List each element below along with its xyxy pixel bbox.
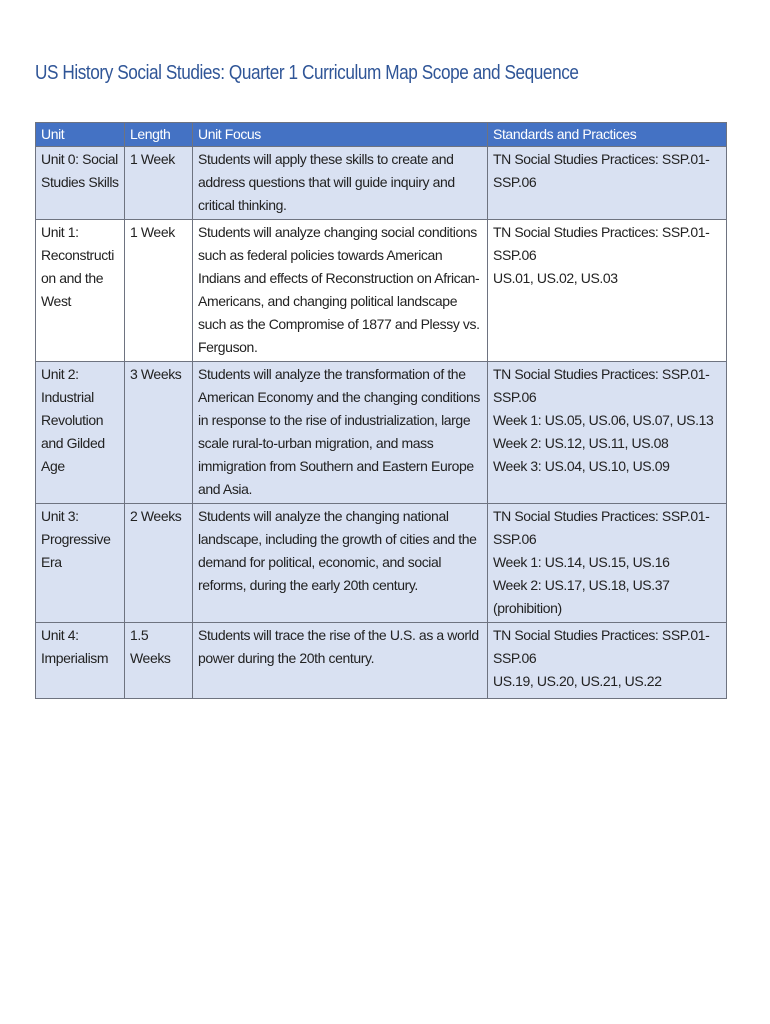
page-title: US History Social Studies: Quarter 1 Curriculum Map Scope and Sequence: [35, 62, 579, 84]
table-row: [36, 504, 727, 623]
focus-cell: Students will trace the rise of the U.S. as a world power during the 20th century.: [193, 623, 488, 699]
standards-line: TN Social Studies Practices: SSP.01-SSP.06: [493, 508, 710, 547]
header-length: Length: [125, 123, 193, 147]
table-row: [36, 362, 727, 504]
length-cell: 3 Weeks: [125, 362, 193, 504]
standards-line: TN Social Studies Practices: SSP.01-SSP.06: [493, 151, 710, 190]
unit-cell: Unit 4: Imperialism: [36, 623, 125, 699]
header-standards: Standards and Practices: [488, 123, 727, 147]
header-unit: Unit: [36, 123, 125, 147]
curriculum-table: [35, 122, 727, 699]
table-row: [36, 147, 727, 220]
focus-cell: Students will analyze the transformation of the American Economy and the changing conditions in response to the rise of industrialization, large scale rural-to-urban migration, and mass immigration from Southern and Eastern Europe and Asia.: [193, 362, 488, 504]
standards-cell: [488, 362, 727, 504]
standards-line: TN Social Studies Practices: SSP.01-SSP.06: [493, 366, 710, 405]
standards-line: Week 3: US.04, US.10, US.09: [493, 458, 670, 474]
standards-cell: [488, 220, 727, 362]
table-header: [36, 123, 727, 147]
unit-cell: Unit 2: Industrial Revolution and Gilded Age: [36, 362, 125, 504]
table-row: [36, 623, 727, 699]
standards-line: Week 2: US.17, US.18, US.37 (prohibition): [493, 577, 670, 616]
unit-cell: Unit 1: Reconstruction and the West: [36, 220, 125, 362]
length-cell: 1 Week: [125, 147, 193, 220]
standards-line: US.01, US.02, US.03: [493, 270, 618, 286]
standards-line: Week 1: US.05, US.06, US.07, US.13: [493, 412, 714, 428]
unit-cell: Unit 0: Social Studies Skills: [36, 147, 125, 220]
header-row: [36, 123, 727, 147]
header-unit-focus: Unit Focus: [193, 123, 488, 147]
unit-cell: Unit 3: Progressive Era: [36, 504, 125, 623]
length-cell: 1.5 Weeks: [125, 623, 193, 699]
standards-line: Week 1: US.14, US.15, US.16: [493, 554, 670, 570]
length-cell: 2 Weeks: [125, 504, 193, 623]
standards-line: US.19, US.20, US.21, US.22: [493, 673, 662, 689]
standards-cell: [488, 623, 727, 699]
table-body: [36, 147, 727, 699]
focus-cell: Students will apply these skills to create and address questions that will guide inquiry and critical thinking.: [193, 147, 488, 220]
length-cell: 1 Week: [125, 220, 193, 362]
standards-line: TN Social Studies Practices: SSP.01-SSP.06: [493, 627, 710, 666]
standards-line: TN Social Studies Practices: SSP.01-SSP.06: [493, 224, 710, 263]
focus-cell: Students will analyze changing social conditions such as federal policies towards American Indians and effects of Reconstruction on African-Americans, and changing political landscape such as the Compromise of 1877 and Plessy vs. Ferguson.: [193, 220, 488, 362]
table-row: [36, 220, 727, 362]
focus-cell: Students will analyze the changing national landscape, including the growth of cities and the demand for political, economic, and social reforms, during the early 20th century.: [193, 504, 488, 623]
standards-cell: [488, 504, 727, 623]
standards-line: Week 2: US.12, US.11, US.08: [493, 435, 669, 451]
standards-cell: [488, 147, 727, 220]
